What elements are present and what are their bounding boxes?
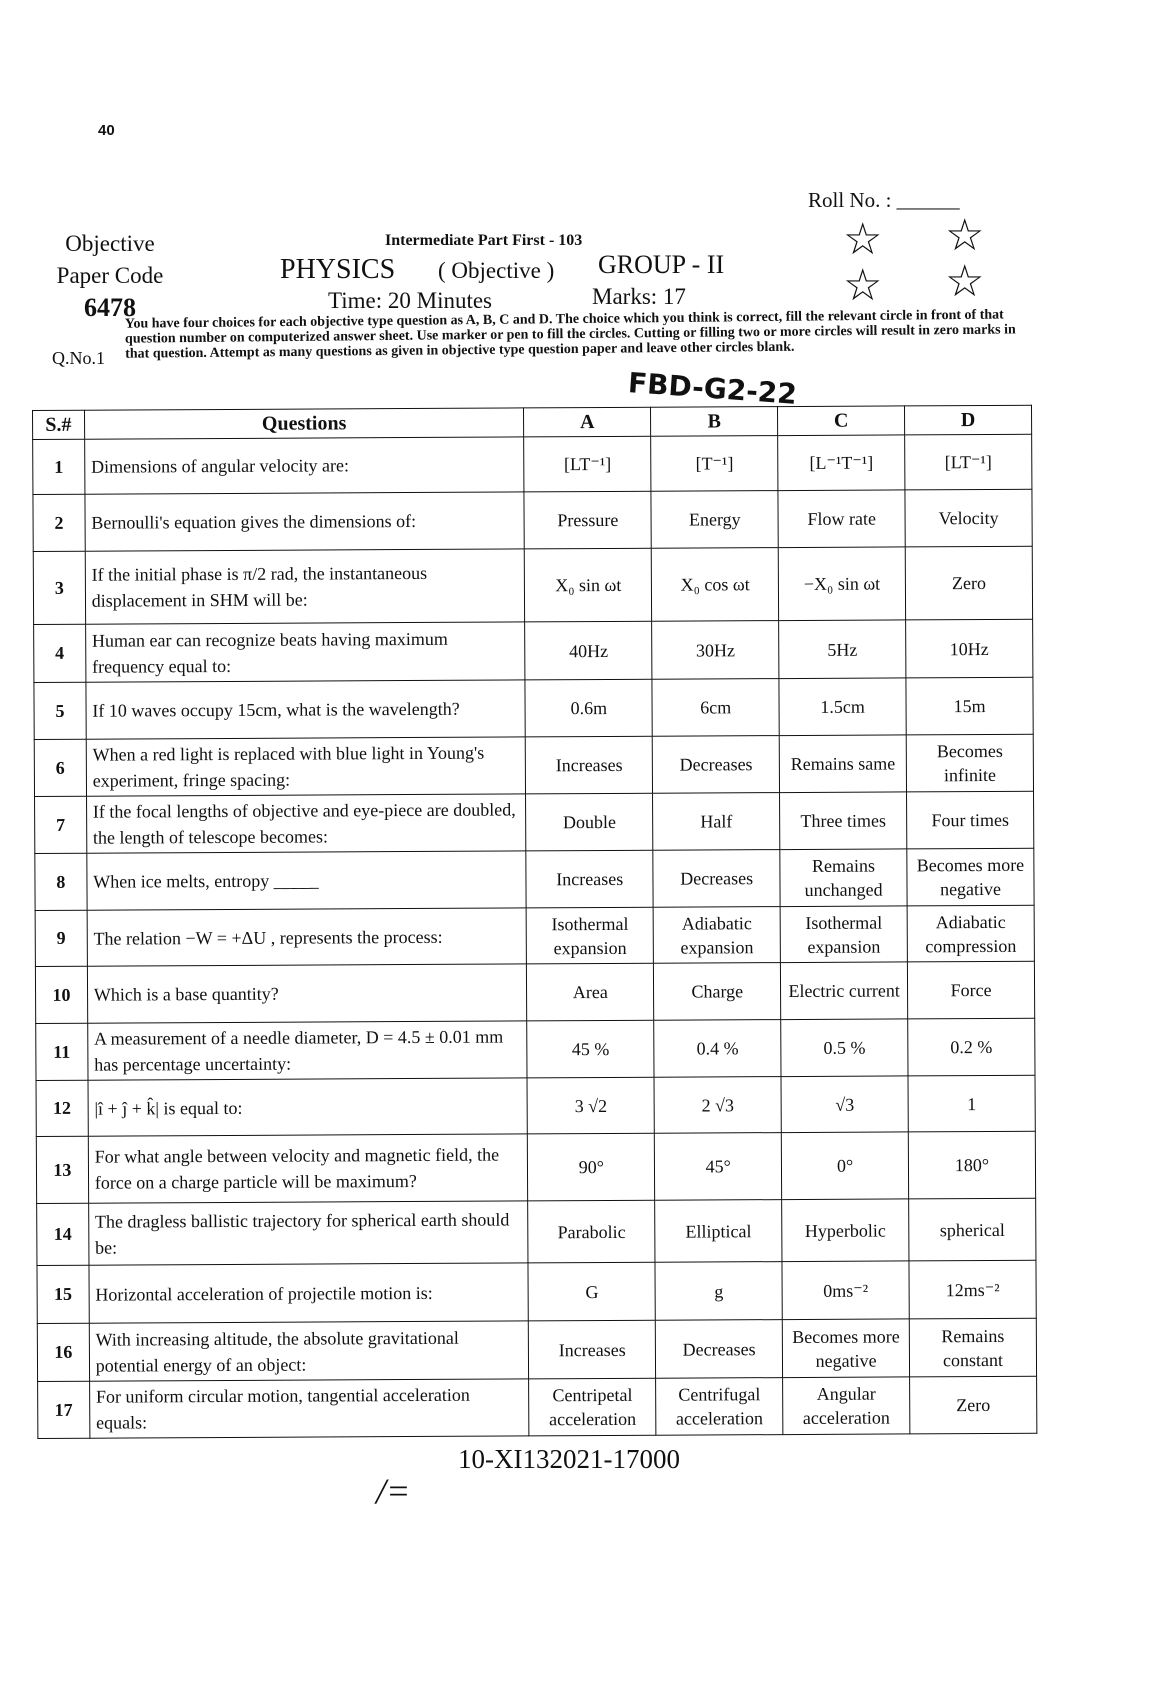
roll-number-field: Roll No. : ______: [808, 188, 960, 212]
marks-label: Marks: 17: [592, 284, 686, 309]
option-b: Energy: [651, 491, 778, 549]
signature-mark: /=: [376, 1471, 411, 1511]
option-d: [LT⁻¹]: [905, 434, 1032, 490]
option-a: 40Hz: [525, 621, 652, 680]
option-a: Parabolic: [528, 1200, 655, 1263]
option-b: Decreases: [653, 850, 780, 908]
option-b: Elliptical: [655, 1200, 782, 1263]
paper-code-label: Paper Code: [56, 263, 164, 288]
subject-title: PHYSICS: [280, 254, 396, 285]
question-number-label: Q.No.1: [52, 348, 105, 368]
option-a: 3 √2: [527, 1077, 654, 1134]
question-text: For what angle between velocity and magnetic field, the force on a charge particle will be maximum?: [88, 1134, 528, 1203]
objective-label: Objective: [65, 231, 155, 256]
option-d: Becomes more negative: [907, 848, 1034, 906]
option-d: Becomes infinite: [906, 734, 1033, 792]
question-text: The dragless ballistic trajectory for spherical earth should be:: [88, 1201, 528, 1265]
option-c: 0ms⁻²: [782, 1261, 909, 1320]
table-row: [36, 1131, 1035, 1203]
star-icon: ☆: [843, 215, 883, 264]
option-a: Pressure: [524, 491, 651, 549]
option-c: 5Hz: [779, 620, 906, 679]
option-d: Adiabatic compression: [907, 905, 1034, 962]
option-b: 0.4 %: [654, 1020, 781, 1078]
question-number: 6: [34, 739, 86, 796]
table-row: [34, 734, 1033, 796]
option-b: Charge: [654, 963, 781, 1021]
option-a: Increases: [529, 1320, 656, 1379]
option-b: Half: [653, 793, 780, 851]
question-number: 16: [37, 1323, 89, 1381]
option-a: Isothermal expansion: [526, 907, 653, 964]
table-row: [35, 791, 1034, 853]
question-number: 12: [36, 1080, 88, 1136]
option-c: Angular acceleration: [783, 1377, 910, 1435]
option-d: 12ms⁻²: [909, 1260, 1036, 1319]
column-header: A: [524, 407, 651, 437]
option-b: Adiabatic expansion: [653, 907, 780, 964]
option-c: [L⁻¹T⁻¹]: [778, 435, 905, 491]
option-b: Centrifugal acceleration: [656, 1378, 783, 1436]
table-row: [33, 546, 1032, 624]
question-text: If 10 waves occupy 15cm, what is the wavelength?: [86, 680, 526, 739]
question-text: Dimensions of angular velocity are:: [84, 437, 524, 494]
column-header: C: [778, 406, 905, 436]
option-a: [LT⁻¹]: [524, 436, 651, 492]
question-text: When ice melts, entropy _____: [87, 851, 527, 910]
table-row: [34, 619, 1033, 682]
question-number: 15: [37, 1265, 89, 1323]
option-c: 0.5 %: [781, 1019, 908, 1077]
table-row: [33, 489, 1032, 551]
option-b: Decreases: [652, 736, 779, 794]
column-header: Questions: [84, 408, 524, 439]
question-text: Human ear can recognize beats having maximum frequency equal to:: [85, 622, 525, 682]
star-icon: ☆: [945, 257, 985, 306]
question-number: 5: [34, 682, 86, 739]
option-d: Zero: [905, 546, 1032, 620]
option-a: Centripetal acceleration: [529, 1378, 656, 1436]
table-row: [34, 677, 1033, 739]
instructions: You have four choices for each objective type question as A, B, C and D. The choice which you think is correct, fill the relevant circle in front of that question number on computerized answer sheet. Use marker or pen to fill the circles. Cutting or filling two or more circles will result in zero marks in that question. Attempt as many questions as given in objective type question paper and leave other circles blank.: [124, 307, 1016, 362]
board-title: Intermediate Part First - 103: [385, 232, 583, 249]
option-a: 45 %: [527, 1020, 654, 1078]
question-text: For uniform circular motion, tangential acceleration equals:: [89, 1379, 529, 1438]
question-text: With increasing altitude, the absolute gravitational potential energy of an object:: [89, 1321, 529, 1381]
paper-code: 6478: [84, 293, 136, 322]
option-a: X₀ sin ωt: [525, 548, 652, 622]
question-number: 2: [33, 494, 85, 551]
time-label: Time: 20 Minutes: [328, 288, 493, 313]
option-d: 180°: [908, 1131, 1035, 1199]
star-icon: ☆: [843, 261, 883, 310]
option-c: 1.5cm: [779, 678, 906, 736]
option-a: Area: [527, 963, 654, 1021]
question-number: 3: [33, 551, 85, 624]
question-text: Bernoulli's equation gives the dimensions of:: [85, 492, 525, 551]
footer-code: 10-XI132021-17000: [458, 1444, 680, 1474]
option-b: 30Hz: [652, 621, 779, 680]
option-c: Remains unchanged: [780, 849, 907, 907]
option-b: Decreases: [656, 1320, 783, 1379]
questions-table: [32, 405, 1037, 1439]
option-a: Increases: [526, 736, 653, 794]
question-text: |î + ĵ + k̂| is equal to:: [88, 1078, 528, 1136]
option-d: 10Hz: [906, 619, 1033, 678]
table-row: [35, 961, 1034, 1023]
option-c: Three times: [780, 792, 907, 850]
table-row: [37, 1318, 1036, 1381]
table-row: [35, 848, 1034, 910]
table-row: [33, 434, 1032, 494]
question-number: 8: [35, 853, 87, 910]
option-a: Increases: [526, 850, 653, 908]
table-row: [37, 1198, 1036, 1265]
option-b: 45°: [655, 1133, 782, 1201]
option-b: X₀ cos ωt: [651, 548, 778, 622]
table-row: [36, 1018, 1035, 1080]
question-text: A measurement of a needle diameter, D = 4.5 ± 0.01 mm has percentage uncertainty:: [87, 1021, 527, 1080]
star-icon: ☆: [945, 211, 985, 260]
option-b: 2 √3: [654, 1077, 781, 1134]
paper-type: ( Objective ): [438, 258, 555, 283]
table-row: [38, 1376, 1037, 1438]
option-c: Remains same: [779, 735, 906, 793]
option-a: 0.6m: [525, 679, 652, 737]
option-d: 1: [908, 1075, 1035, 1132]
column-header: B: [651, 407, 778, 437]
question-text: Horizontal acceleration of projectile motion is:: [89, 1263, 529, 1323]
question-text: Which is a base quantity?: [87, 964, 527, 1023]
question-number: 10: [35, 966, 87, 1023]
handwritten-note: FBD-G2-22: [627, 366, 798, 411]
option-b: 6cm: [652, 679, 779, 737]
question-text: If the focal lengths of objective and eye-piece are doubled, the length of telescope becomes:: [86, 794, 526, 853]
question-text: The relation −W = +ΔU , represents the process:: [87, 908, 527, 966]
question-number: 13: [36, 1136, 88, 1203]
option-c: Electric current: [781, 962, 908, 1020]
question-number: 4: [34, 624, 86, 682]
column-header: S.#: [33, 410, 85, 439]
page-number: 40: [98, 122, 115, 139]
option-c: Isothermal expansion: [780, 906, 907, 963]
paper-code-block: [50, 228, 170, 324]
question-text: If the initial phase is π/2 rad, the instantaneous displacement in SHM will be:: [85, 549, 525, 624]
option-d: Zero: [910, 1376, 1037, 1434]
question-text: When a red light is replaced with blue light in Young's experiment, fringe spacing:: [86, 737, 526, 796]
option-d: 0.2 %: [908, 1018, 1035, 1076]
option-c: Hyperbolic: [782, 1199, 909, 1262]
option-d: 15m: [906, 677, 1033, 735]
option-c: Becomes more negative: [782, 1319, 909, 1378]
option-d: Velocity: [905, 489, 1032, 547]
table-row: [35, 905, 1034, 966]
option-d: Four times: [907, 791, 1034, 849]
option-c: Flow rate: [778, 490, 905, 548]
question-number: 17: [38, 1381, 90, 1438]
column-header: D: [905, 405, 1032, 435]
option-d: Force: [907, 961, 1034, 1019]
option-c: √3: [781, 1076, 908, 1133]
option-a: Double: [526, 793, 653, 851]
question-number: 9: [35, 910, 87, 966]
option-a: G: [528, 1262, 655, 1321]
option-c: 0°: [781, 1132, 908, 1200]
table-row: [36, 1075, 1035, 1136]
question-number: 1: [33, 439, 85, 494]
option-d: Remains constant: [909, 1318, 1036, 1377]
group-label: GROUP - II: [598, 250, 725, 279]
option-b: g: [655, 1262, 782, 1321]
option-c: −X₀ sin ωt: [778, 547, 905, 621]
question-number: 7: [35, 796, 87, 853]
option-b: [T⁻¹]: [651, 436, 778, 492]
question-number: 11: [36, 1023, 88, 1080]
option-a: 90°: [528, 1133, 655, 1201]
table-row: [37, 1260, 1036, 1323]
question-number: 14: [37, 1203, 89, 1265]
option-d: spherical: [909, 1198, 1036, 1261]
